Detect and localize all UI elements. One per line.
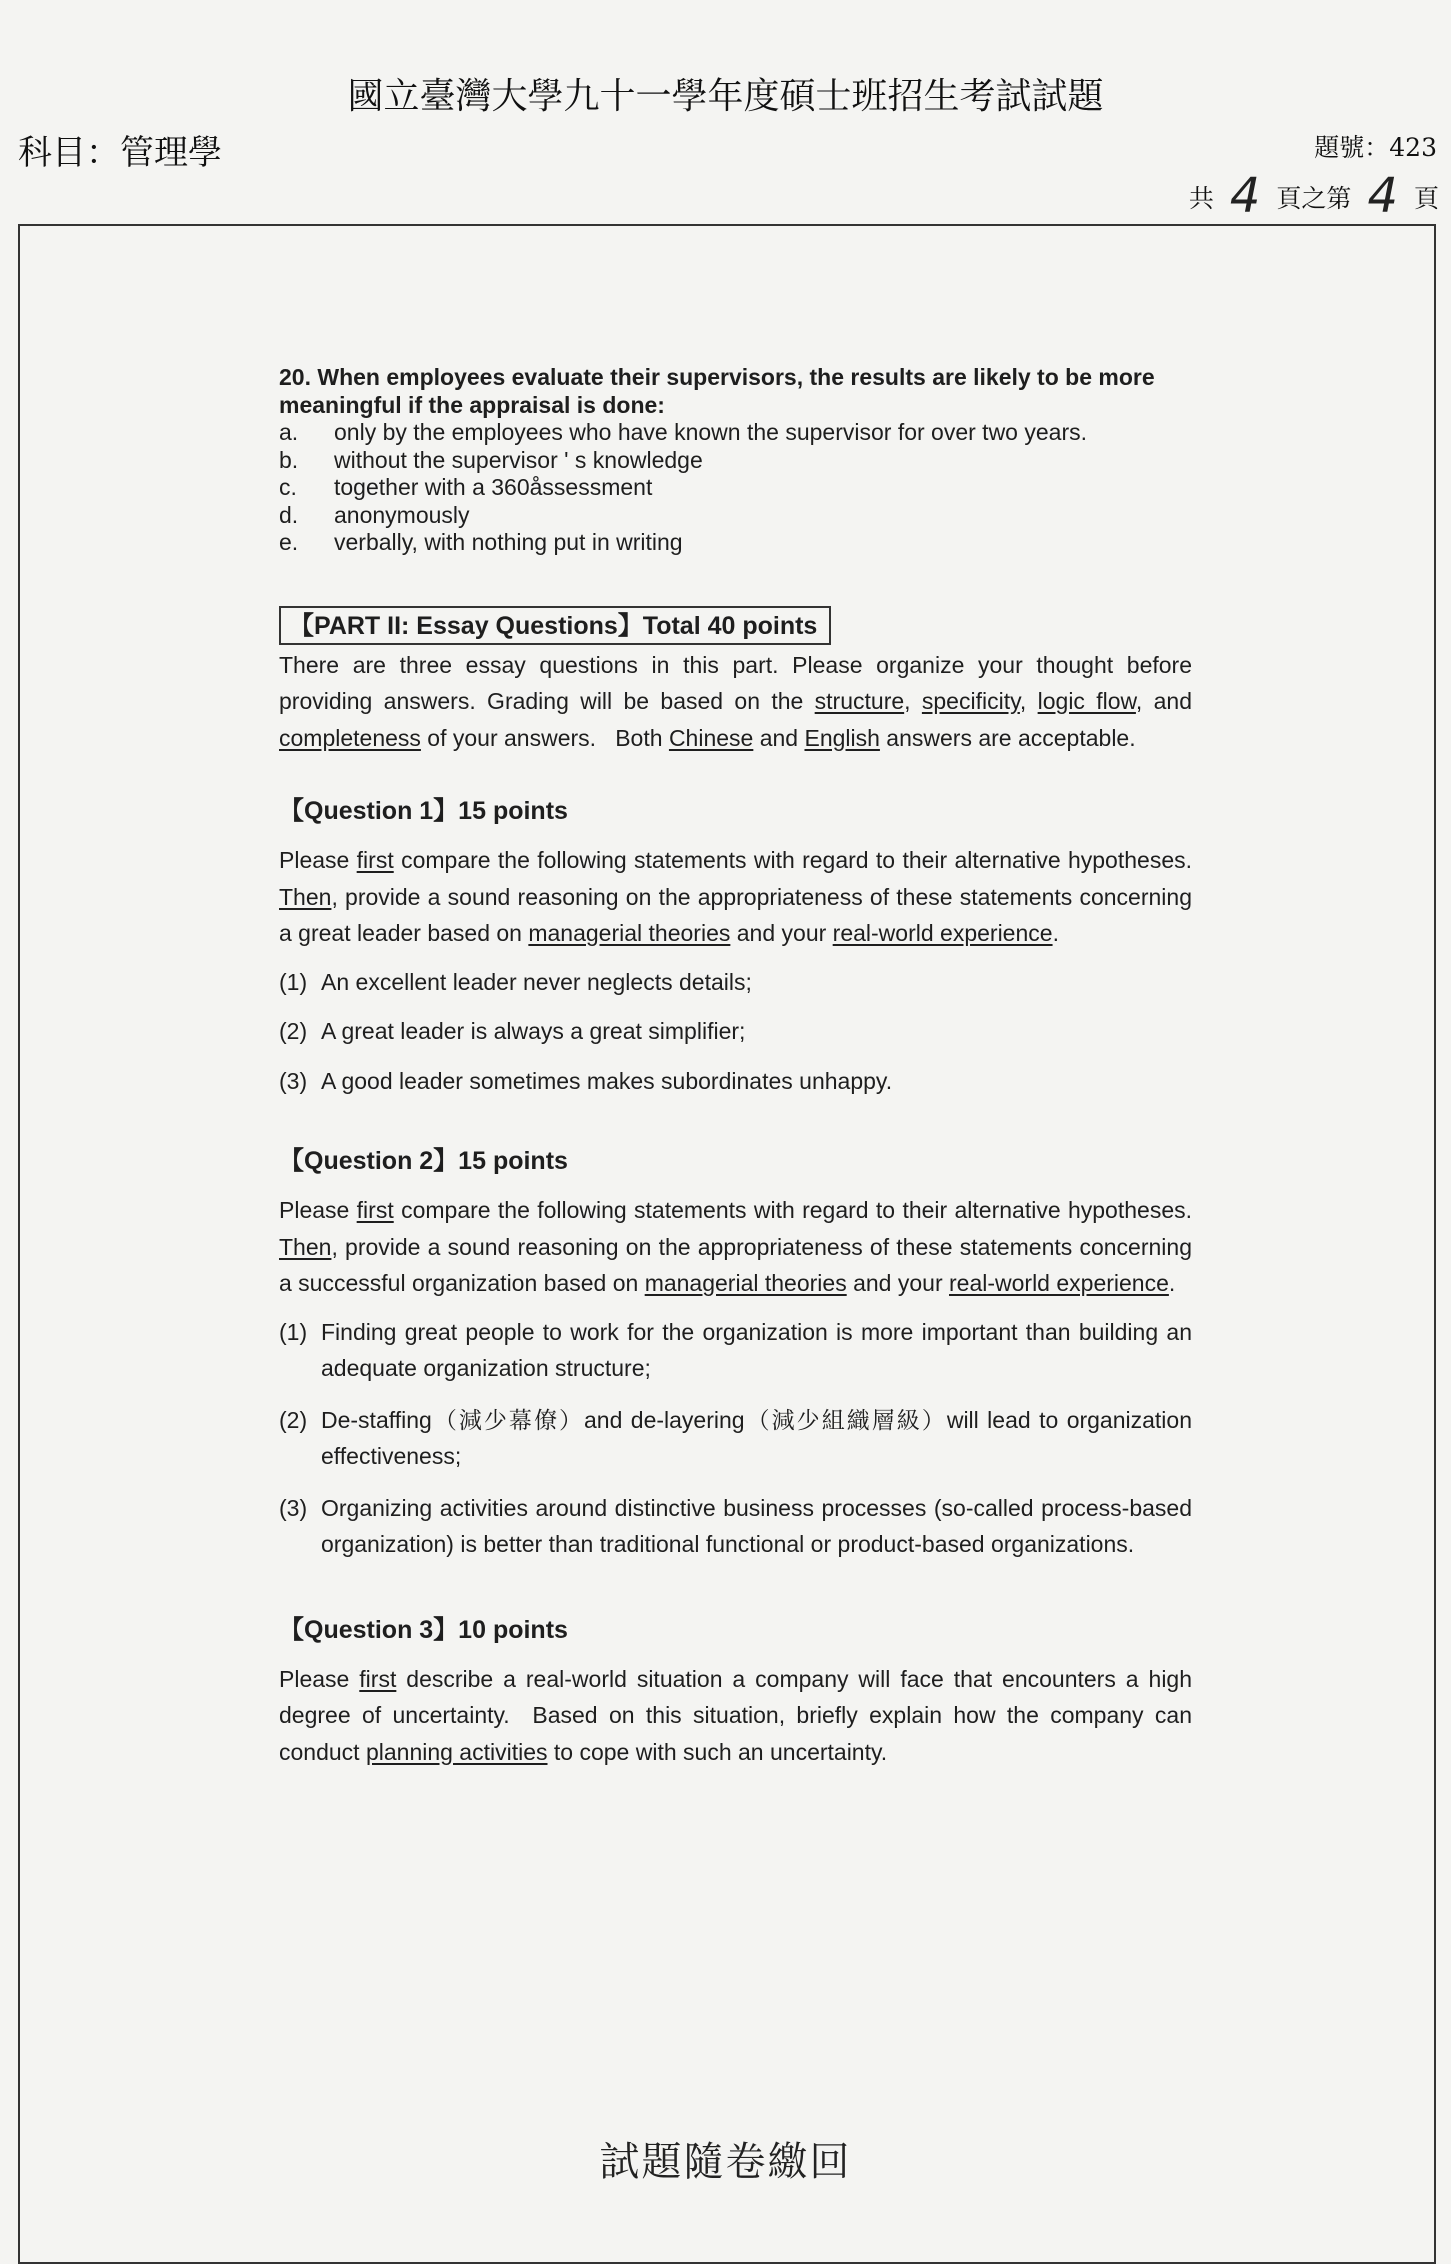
prompt-text: , provide a sound reasoning on the appropriateness of these statements concerning a great leader based on (279, 883, 1192, 946)
prompt-underline: real-world experience (832, 920, 1053, 946)
question-20-options (279, 419, 1192, 557)
intro-underline: completeness (279, 724, 421, 751)
question-2-statements (279, 1314, 1192, 1563)
prompt-text: describe a real-world situation a company will face that encounters a high degree of uncertainty. Based on this situation, briefly explain how the company can conduct (279, 1665, 1199, 1765)
prompt-underline: Then (279, 883, 332, 910)
exam-content (279, 363, 1205, 1770)
statement-text: A good leader sometimes makes subordinates unhappy. (321, 1067, 893, 1094)
question-1-prompt (279, 842, 1205, 952)
intro-text: , and (1135, 688, 1193, 714)
page-total: 4 (1229, 168, 1261, 224)
prompt-underline: first (356, 847, 394, 873)
statement-number: (2) (279, 1018, 308, 1044)
exam-code: 題號：423 (1314, 133, 1437, 162)
prompt-text: . (1168, 1270, 1176, 1296)
prompt-underline: first (359, 1665, 397, 1692)
prompt-text: to cope with such an uncertainty. (547, 1738, 888, 1765)
option-letter: a. (279, 419, 299, 445)
prompt-text: Please (279, 1665, 360, 1692)
prompt-text: Please (279, 1197, 357, 1223)
prompt-underline: managerial theories (528, 920, 731, 946)
question-1-statements (279, 964, 1192, 1100)
statement (279, 1013, 1192, 1050)
statement (279, 1063, 1192, 1100)
statement (279, 1314, 1192, 1387)
option-text: only by the employees who have known the supervisor for over two years. (334, 419, 1087, 445)
option-letter: e. (279, 529, 299, 555)
intro-text: There are three essay questions in this part. Please organize your thought before providing answers. Grading will be based on the (279, 651, 1192, 714)
intro-underline: Chinese (668, 724, 754, 751)
prompt-underline: managerial theories (644, 1270, 847, 1296)
question-2 (279, 1144, 1205, 1563)
prompt-text: Please (279, 847, 357, 873)
option-text: without the supervisor ' s knowledge (334, 446, 703, 473)
part-2-heading: 【PART II: Essay Questions】Total 40 points (279, 606, 831, 645)
option-d (279, 502, 1192, 530)
intro-text: , (1019, 688, 1038, 714)
statement-text: An excellent leader never neglects details; (321, 968, 752, 995)
statement (279, 1490, 1192, 1563)
option-letter: c. (279, 474, 297, 500)
option-letter: b. (279, 446, 299, 473)
option-b (279, 447, 1192, 475)
option-text: anonymously (334, 501, 470, 528)
prompt-underline: first (356, 1197, 394, 1223)
prompt-text: compare the following statements with regard to their alternative hypotheses. (393, 847, 1205, 873)
option-e (279, 529, 1192, 557)
return-exam-note: 試題隨卷繳回 (599, 2139, 852, 2185)
intro-text: answers are acceptable. (879, 724, 1136, 751)
intro-underline: English (804, 724, 880, 751)
statement-number: (1) (279, 1318, 308, 1345)
prompt-text: . (1052, 920, 1059, 946)
prompt-text: , provide a sound reasoning on the appropriateness of these statements concerning a successful organization based on (279, 1233, 1192, 1296)
intro-underline: structure (814, 688, 905, 714)
option-text: verbally, with nothing put in writing (334, 529, 683, 555)
question-1-heading: 【Question 1】15 points (279, 797, 568, 825)
prompt-text: compare the following statements with regard to their alternative hypotheses. (393, 1197, 1205, 1223)
question-3-prompt (279, 1661, 1199, 1771)
page-prefix: 共 (1188, 184, 1214, 213)
page-current: 4 (1367, 168, 1398, 224)
prompt-underline: planning activities (365, 1738, 548, 1765)
statement (279, 1402, 1192, 1475)
statement (279, 964, 1192, 1001)
intro-text: of your answers. Both (420, 724, 669, 751)
question-2-prompt (279, 1192, 1205, 1302)
question-20 (279, 363, 1192, 557)
prompt-underline: real-world experience (949, 1270, 1169, 1296)
question-2-heading: 【Question 2】15 points (279, 1147, 568, 1175)
statement-number: (3) (279, 1067, 308, 1094)
statement-text: Organizing activities around distinctive business processes (so-called process-based organization) is better than traditional functional or product-based organizations. (321, 1494, 1192, 1557)
option-letter: d. (279, 501, 299, 528)
statement-number: (1) (279, 968, 308, 995)
intro-underline: logic flow (1037, 688, 1136, 714)
question-3 (279, 1613, 1199, 1771)
exam-title: 國立臺灣大學九十一學年度碩士班招生考試試題 (347, 76, 1104, 117)
question-1 (279, 794, 1205, 1099)
option-text: together with a 360åssessment (334, 474, 653, 500)
intro-text: , (904, 688, 922, 714)
prompt-text: and your (730, 920, 833, 946)
page-suffix: 頁 (1413, 184, 1439, 213)
statement-number: (3) (279, 1494, 308, 1521)
statement-text: De-staffing（減少幕僚）and de-layering（減少組織層級）will lead to organization effectiveness; (321, 1406, 1192, 1469)
statement-text: A great leader is always a great simplifier; (321, 1018, 746, 1044)
part-2 (279, 557, 1192, 757)
prompt-underline: Then (279, 1233, 332, 1260)
page-middle: 頁之第 (1276, 184, 1352, 213)
option-c (279, 474, 1192, 502)
statement-number: (2) (279, 1406, 308, 1433)
statement-text: Finding great people to work for the organization is more important than building an adequate organization structure; (321, 1318, 1192, 1381)
page-count (1189, 168, 1439, 224)
intro-underline: specificity (921, 688, 1020, 714)
part-2-intro (279, 647, 1192, 757)
intro-text: and (753, 724, 805, 751)
subject-label: 科目：管理學 (18, 133, 222, 173)
question-20-stem: 20. When employees evaluate their supervisors, the results are likely to be more meaningful if the appraisal is done: (279, 364, 1155, 418)
question-3-heading: 【Question 3】10 points (279, 1615, 568, 1644)
prompt-text: and your (846, 1270, 949, 1296)
option-a (279, 419, 1192, 447)
